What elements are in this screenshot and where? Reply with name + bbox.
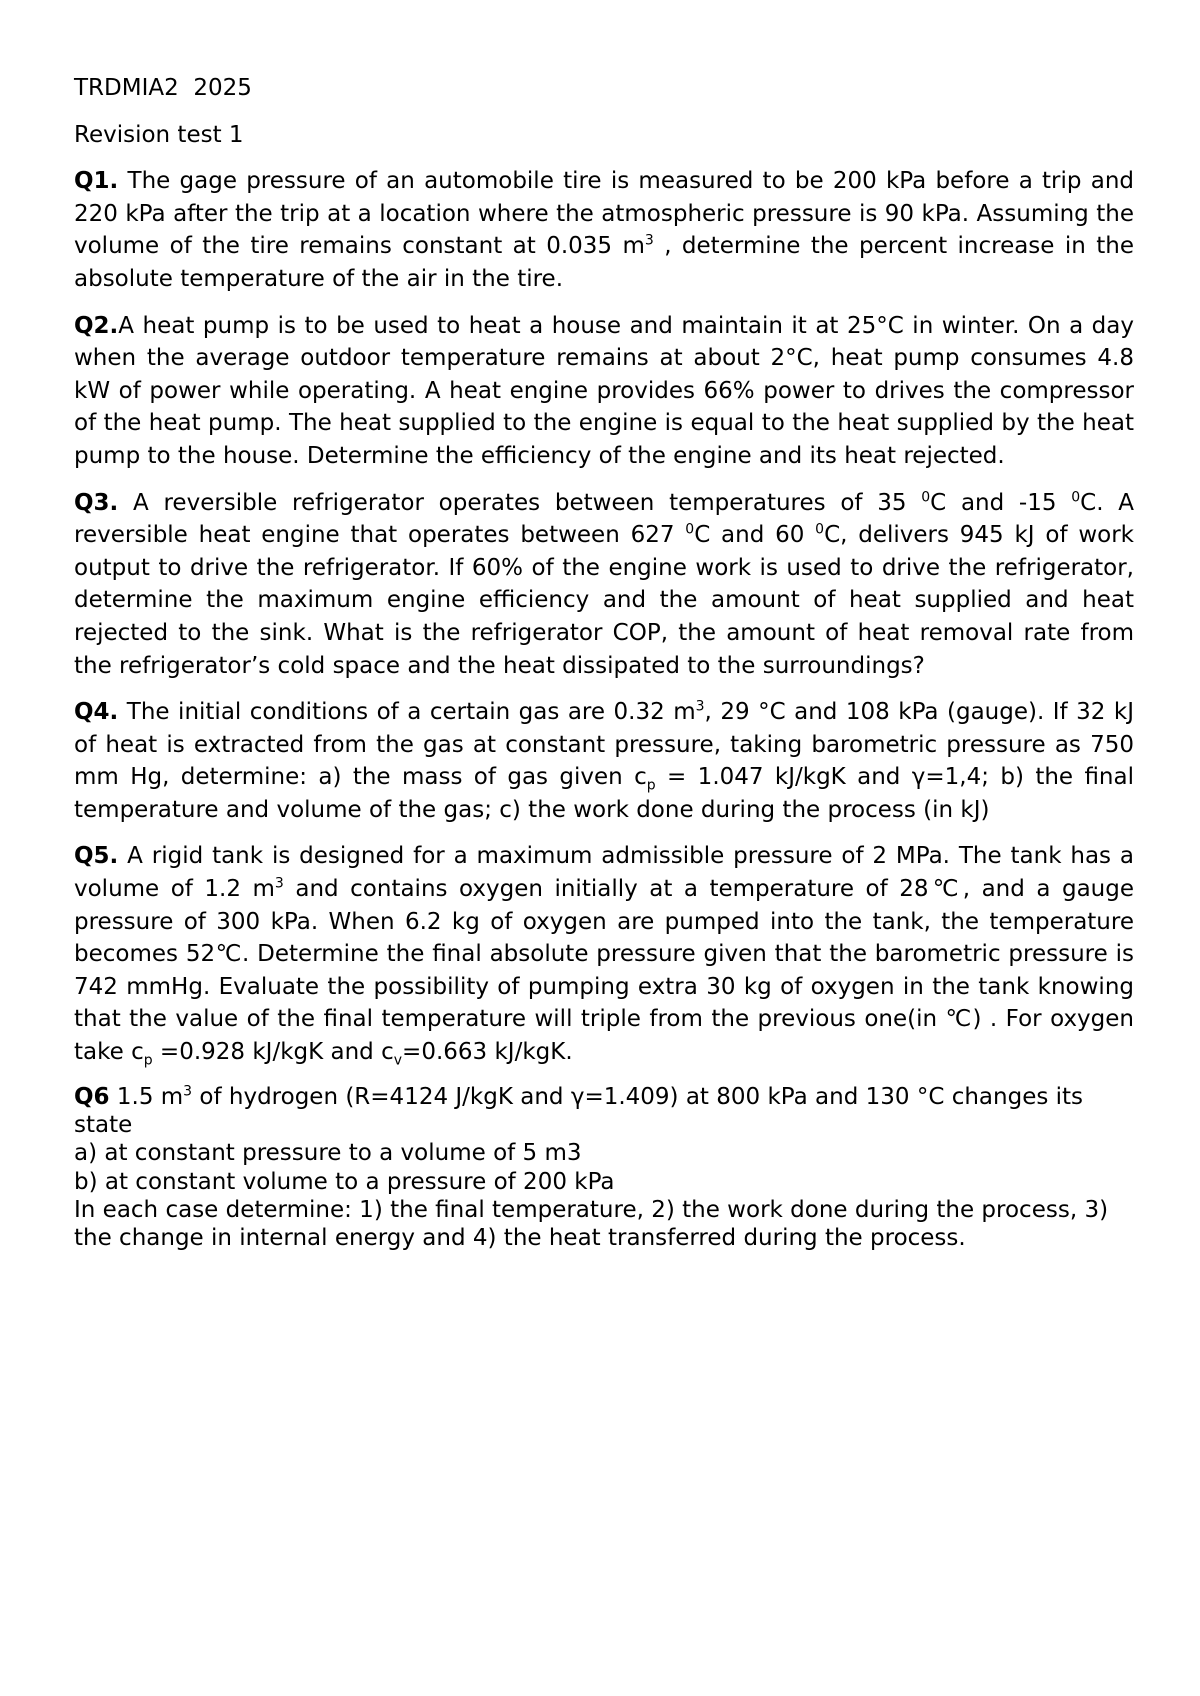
question-text: and contains oxygen initially at a temperature of 28℃, and a gauge pressure of 300 kPa. When 6.2 kg of oxygen are pumped into the tank, the temperature becomes 52℃. Determine the final absolute pressure given that the barometric pressure is 742 mmHg. Evaluate the possibility of pumping extra 30 kg of oxygen in the tank knowing that the value of the final temperature will triple from the previous one(in ℃) . For oxygen take c (74, 876, 1135, 1066)
question-text: , 29 °C and 108 kPa (gauge). If 32 kJ of heat is extracted from the gas at constant pressure, taking barometric pressure as 750 mm Hg, determine: a) the mass of gas given c (74, 699, 1135, 791)
question-4 (74, 696, 1134, 826)
question-text: C and 60 (694, 522, 816, 549)
subscript: p (646, 777, 656, 794)
subscript: p (143, 1052, 153, 1069)
question-line-c: In each case determine: 1) the final temperature, 2) the work done during the process, 3) the change in internal energy and 4) the heat transferred during the process. (74, 1196, 1109, 1252)
subscript: v (393, 1052, 403, 1069)
question-3 (74, 487, 1134, 683)
question-1 (74, 165, 1134, 295)
question-line (74, 1083, 1134, 1140)
question-text: A rigid tank is designed for a maximum admissible pressure of 2 MPa. The tank has a volume of 1.2 m (74, 843, 1134, 903)
question-number: Q4. (74, 699, 119, 726)
question-text: A heat pump is to be used to heat a house and maintain it at 25°C in winter. On a day when the average outdoor temperature remains at about 2°C, heat pump consumes 4.8 kW of power while operating. A heat engine provides 66% power to drives the compressor of the heat pump. The heat supplied to the engine is equal to the heat supplied by the heat pump to the house. Determine the efficiency of the engine and its heat rejected. (74, 312, 1134, 469)
question-text: , determine the percent increase in the absolute temperature of the air in the tire. (74, 233, 1134, 292)
question-number: Q1. (74, 168, 119, 195)
question-text: C and -15 (930, 489, 1072, 516)
question-line-a: a) at constant pressure to a volume of 5 m3 (74, 1140, 582, 1167)
question-number: Q5. (74, 843, 119, 870)
question-text: = 1.047 kJ/kgK and γ=1,4; b) the final temperature and volume of the gas; c) the work done during the process (in kJ) (74, 764, 1134, 823)
test-title: Revision test 1 (74, 121, 244, 148)
superscript: 0 (815, 521, 825, 538)
course-code: TRDMIA2 2025 (74, 75, 252, 101)
question-text: A reversible refrigerator operates between temperatures of 35 (118, 489, 922, 516)
question-number: Q6 (74, 1083, 110, 1110)
superscript: 0 (921, 488, 931, 505)
superscript: 3 (183, 1082, 193, 1099)
question-number: Q2. (74, 312, 119, 339)
question-text: 1.5 m (109, 1083, 184, 1110)
question-5 (74, 840, 1134, 1068)
question-text: The gage pressure of an automobile tire is measured to be 200 kPa before a trip and 220 kPa after the trip at a location where the atmospheric pressure is 90 kPa. Assuming the volume of the tire remains constant at 0.035 m (74, 168, 1134, 260)
superscript: 3 (274, 875, 284, 892)
superscript: 0 (685, 521, 695, 538)
question-2 (74, 310, 1134, 473)
superscript: 3 (695, 698, 705, 715)
superscript: 0 (1071, 488, 1081, 505)
question-line-b: b) at constant volume to a pressure of 200 kPa (74, 1168, 615, 1195)
question-text: of hydrogen (R=4124 J/kgK and γ=1.409) at 800 kPa and 130 °C changes its state (74, 1083, 1084, 1138)
question-text: =0.928 kJ/kgK and c (152, 1039, 394, 1066)
question-text: =0.663 kJ/kgK. (402, 1039, 573, 1066)
question-text: The initial conditions of a certain gas are 0.32 m (118, 699, 696, 726)
question-text: C. A reversible heat engine that operates between 627 (74, 489, 1134, 549)
question-number: Q3. (74, 489, 119, 516)
question-6 (74, 1083, 1134, 1253)
superscript: 3 (644, 232, 654, 249)
question-text: C, delivers 945 kJ of work output to drive the refrigerator. If 60% of the engine work is used to drive the refrigerator, determine the maximum engine efficiency and the amount of heat supplied and heat rejected to the sink. What is the refrigerator COP, the amount of heat removal rate from the refrigerator’s cold space and the heat dissipated to the surroundings? (74, 522, 1134, 679)
